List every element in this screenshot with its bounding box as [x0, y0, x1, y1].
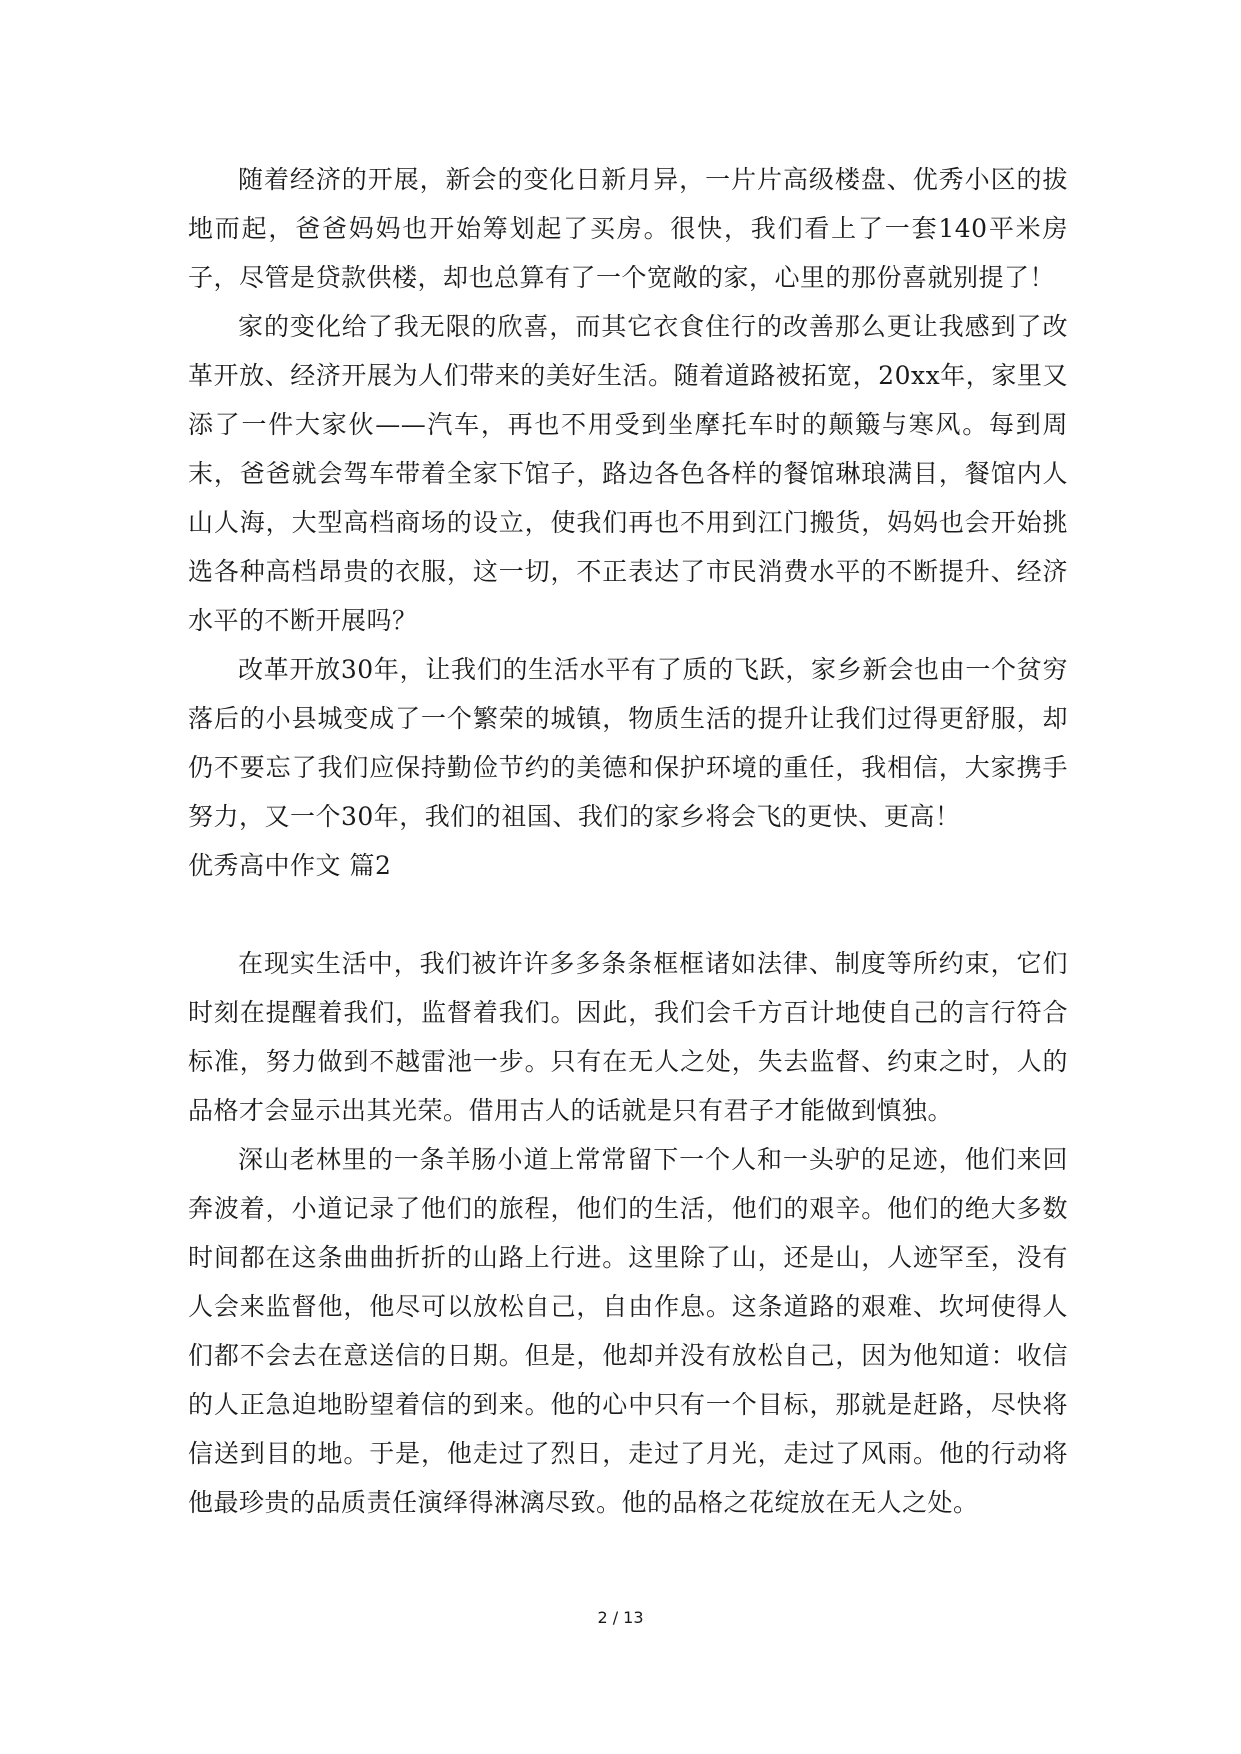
section-spacer — [188, 890, 1068, 939]
paragraph: 随着经济的开展，新会的变化日新月异，一片片高级楼盘、优秀小区的拔地而起，爸爸妈妈也开始筹划起了买房。很快，我们看上了一套140平米房子，尽管是贷款供楼，却也总算有了一个宽敞的家，心里的那份喜就别提了！ — [188, 165, 1068, 292]
document-page — [188, 155, 1068, 1527]
paragraph: 深山老林里的一条羊肠小道上常常留下一个人和一头驴的足迹，他们来回奔波着，小道记录了他们的旅程，他们的生活，他们的艰辛。他们的绝大多数时间都在这条曲曲折折的山路上行进。这里除了山，还是山，人迹罕至，没有人会来监督他，他尽可以放松自己，自由作息。这条道路的艰难、坎坷使得人们都不会去在意送信的日期。但是，他却并没有放松自己，因为他知道：收信的人正急迫地盼望着信的到来。他的心中只有一个目标，那就是赶路，尽快将信送到目的地。于是，他走过了烈日，走过了月光，走过了风雨。他的行动将他最珍贵的品质责任演绎得淋漓尽致。他的品格之花绽放在无人之处。 — [188, 1145, 1068, 1517]
paragraph: 改革开放30年，让我们的生活水平有了质的飞跃，家乡新会也由一个贫穷落后的小县城变成了一个繁荣的城镇，物质生活的提升让我们过得更舒服，却仍不要忘了我们应保持勤俭节约的美德和保护环境的重任，我相信，大家携手努力，又一个30年，我们的祖国、我们的家乡将会飞的更快、更高！ — [188, 655, 1068, 831]
section-title: 优秀高中作文 篇2 — [188, 851, 392, 880]
page-number: 2 / 13 — [597, 1608, 644, 1627]
paragraph: 在现实生活中，我们被许许多多条条框框诸如法律、制度等所约束，它们时刻在提醒着我们，监督着我们。因此，我们会千方百计地使自己的言行符合标准，努力做到不越雷池一步。只有在无人之处，失去监督、约束之时，人的品格才会显示出其光荣。借用古人的话就是只有君子才能做到慎独。 — [188, 949, 1068, 1125]
paragraph: 家的变化给了我无限的欣喜，而其它衣食住行的改善那么更让我感到了改革开放、经济开展为人们带来的美好生活。随着道路被拓宽，20xx年，家里又添了一件大家伙——汽车，再也不用受到坐摩托车时的颠簸与寒风。每到周末，爸爸就会驾车带着全家下馆子，路边各色各样的餐馆琳琅满目，餐馆内人山人海，大型高档商场的设立，使我们再也不用到江门搬货，妈妈也会开始挑选各种高档昂贵的衣服，这一切，不正表达了市民消费水平的不断提升、经济水平的不断开展吗？ — [188, 312, 1068, 635]
